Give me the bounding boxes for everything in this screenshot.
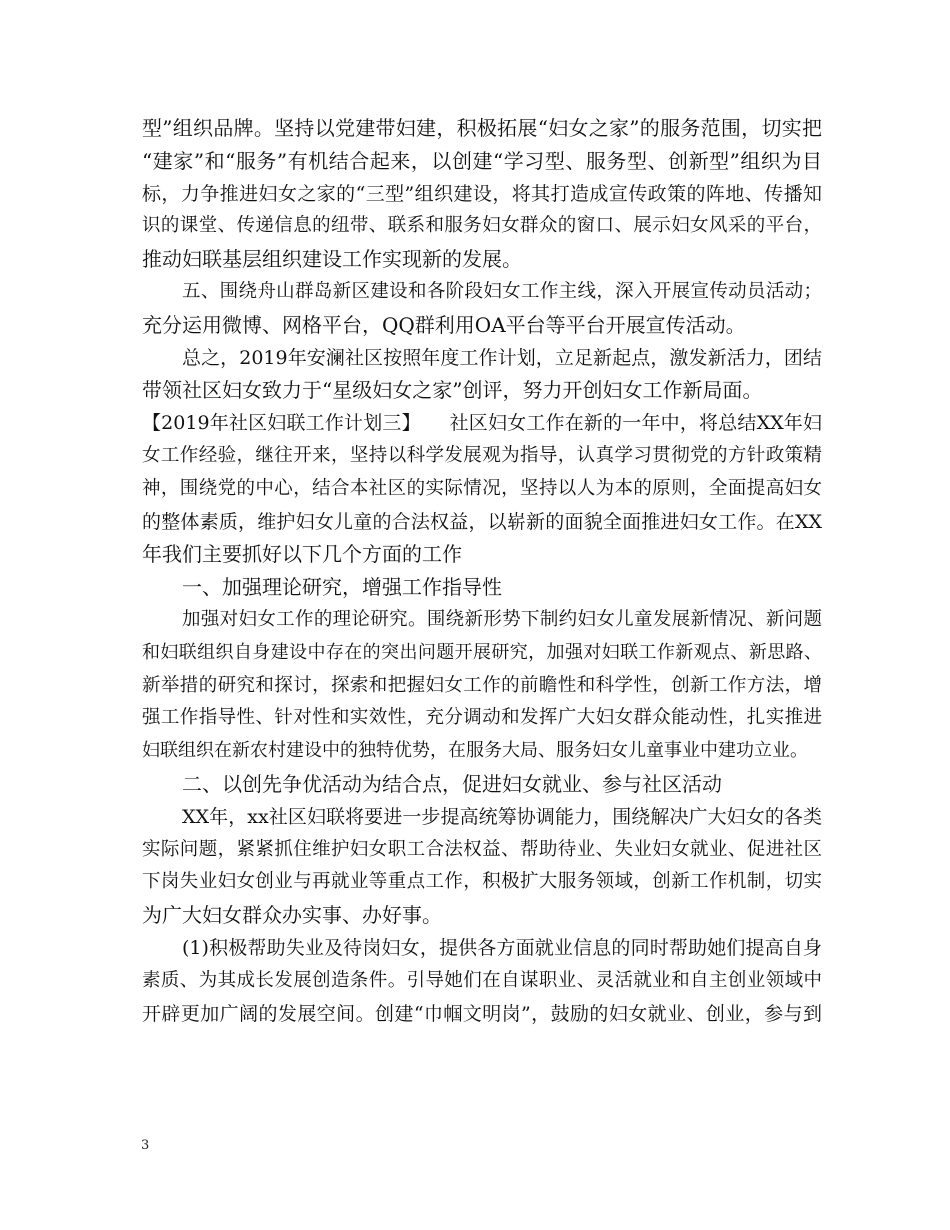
text-line: 为广大妇女群众办实事、办好事。 bbox=[142, 903, 442, 928]
text-line: 加强对妇女工作的理论研究。围绕新形势下制约妇女儿童发展新情况、新问题 bbox=[182, 608, 822, 630]
document-body bbox=[142, 112, 822, 1030]
text-line: 型”组织品牌。坚持以党建带妇建，积极拓展“妇女之家”的服务范围，切实把 bbox=[142, 116, 822, 140]
text-line: 【2019年社区妇联工作计划三】 社区妇女工作在新的一年中，将总结XX年妇 bbox=[142, 412, 822, 435]
text-line: 充分运用微博、网格平台，QQ群利用OA平台等平台开展宣传活动。 bbox=[142, 312, 746, 337]
text-line: 二、以创先争优活动为结合点，促进妇女就业、参与社区活动 bbox=[182, 771, 722, 796]
text-line: 识的课堂、传递信息的纽带、联系和服务妇女群众的窗口、展示妇女风采的平台， bbox=[142, 215, 822, 237]
text-line: 女工作经验，继往开来，坚持以科学发展观为指导，认真学习贯彻党的方针政策精 bbox=[142, 444, 822, 466]
text-line: 五、围绕舟山群岛新区建设和各阶段妇女工作主线，深入开展宣传动员活动； bbox=[182, 280, 822, 302]
text-line: 开辟更加广阔的发展空间。创建“巾帼文明岗”，鼓励的妇女就业、创业，参与到 bbox=[142, 1002, 822, 1025]
text-line: 和妇联组织自身建设中存在的突出问题开展研究，加强对妇联工作新观点、新思路、 bbox=[142, 641, 822, 663]
text-line: 总之，2019年安澜社区按照年度工作计划，立足新起点，激发新活力，团结 bbox=[182, 346, 822, 369]
text-line: 下岗失业妇女创业与再就业等重点工作，积极扩大服务领域，创新工作机制，切实 bbox=[142, 871, 822, 893]
text-line: 实际问题，紧紧抓住维护妇女职工合法权益、帮助待业、失业妇女就业、促进社区 bbox=[142, 838, 822, 860]
text-line: 推动妇联基层组织建设工作实现新的发展。 bbox=[142, 247, 522, 272]
text-line: 妇联组织在新农村建设中的独特优势，在服务大局、服务妇女儿童事业中建功立业。 bbox=[142, 740, 808, 762]
text-line: XX年，xx社区妇联将要进一步提高统筹协调能力，围绕解决广大妇女的各类 bbox=[182, 805, 822, 828]
text-line: (1)积极帮助失业及待岗妇女，提供各方面就业信息的同时帮助她们提高自身 bbox=[182, 936, 822, 959]
text-line: 年我们主要抓好以下几个方面的工作 bbox=[142, 542, 462, 567]
text-line: 一、加强理论研究，增强工作指导性 bbox=[182, 575, 502, 600]
text-line: 新举措的研究和探讨，探索和把握妇女工作的前瞻性和科学性，创新工作方法，增 bbox=[142, 674, 822, 696]
text-line: “建家”和“服务”有机结合起来，以创建“学习型、服务型、创新型”组织为目 bbox=[142, 148, 822, 173]
page-number: 3 bbox=[141, 1138, 150, 1153]
text-line: 强工作指导性、针对性和实效性，充分调动和发挥广大妇女群众能动性，扎实推进 bbox=[142, 707, 822, 729]
text-line: 标，力争推进妇女之家的“三型”组织建设，将其打造成宣传政策的阵地、传播知 bbox=[142, 182, 822, 205]
text-line: 素质、为其成长发展创造条件。引导她们在自谋职业、灵活就业和自主创业领域中 bbox=[142, 969, 822, 991]
text-line: 神，围绕党的中心，结合本社区的实际情况，坚持以人为本的原则，全面提高妇女 bbox=[142, 477, 822, 499]
text-line: 的整体素质，维护妇女儿童的合法权益，以崭新的面貌全面推进妇女工作。在XX bbox=[142, 510, 822, 533]
text-line: 带领社区妇女致力于“星级妇女之家”创评，努力开创妇女工作新局面。 bbox=[142, 378, 763, 403]
